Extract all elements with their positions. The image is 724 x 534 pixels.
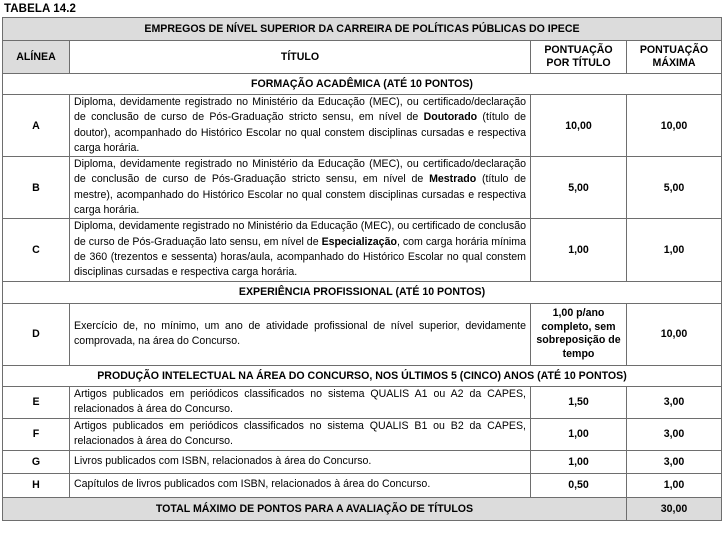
maxima-cell: 5,00: [627, 157, 722, 219]
section-row: [3, 281, 722, 303]
description-text: (título de mestre), acompanhado do Histórico Escolar no qual constem disciplinas cursadas e respectiva carga horária.: [74, 173, 527, 217]
description-text: Artigos publicados em periódicos classificados no sistema QUALIS B1 ou B2 da CAPES, relacionados à área do Concurso.: [74, 419, 526, 448]
header-alinea: ALÍNEA: [3, 41, 70, 74]
description-text: Diploma, devidamente registrado no Ministério da Educação (MEC), ou certificado de conclusão de curso de Pós-Graduação lato sensu, em nível de: [74, 220, 526, 248]
header-pontuacao-maxima: PONTUAÇÃO MÁXIMA: [627, 41, 722, 74]
description-text: Exercício de, no mínimo, um ano de atividade profissional de nível superior, devidamente comprovada, na área do Concurso.: [74, 319, 526, 348]
table-row: [3, 157, 722, 219]
description-cell: [70, 219, 531, 281]
description-bold: Doutorado: [423, 111, 478, 124]
description-text: (título de doutor), acompanhado do Histórico Escolar no qual constem disciplinas cursadas e respectiva carga horária.: [74, 111, 526, 154]
pontuacao-cell: 1,00: [531, 450, 627, 473]
pontuacao-cell: 1,00 p/ano completo, sem sobreposição de tempo: [531, 303, 627, 365]
header-titulo: TÍTULO: [70, 41, 531, 74]
description-text: Diploma, devidamente registrado no Ministério da Educação (MEC), ou certificado/declaração de conclusão de curso de Pós-Graduação stricto sensu, em nível de: [74, 96, 526, 124]
pontuacao-cell: 5,00: [531, 157, 627, 219]
alinea-cell: A: [3, 95, 70, 157]
alinea-cell: C: [3, 219, 70, 281]
table-row: [3, 219, 722, 281]
description-cell: [70, 303, 531, 365]
section-row: [3, 74, 722, 95]
maxima-cell: 3,00: [627, 386, 722, 418]
maxima-cell: 1,00: [627, 219, 722, 281]
description-cell: [70, 450, 531, 473]
description-cell: [70, 157, 531, 219]
maxima-cell: 1,00: [627, 473, 722, 497]
section-row: [3, 365, 722, 386]
total-label: TOTAL MÁXIMO DE PONTOS PARA A AVALIAÇÃO DE TÍTULOS: [3, 497, 627, 520]
section-title: EXPERIÊNCIA PROFISSIONAL (ATÉ 10 PONTOS): [3, 281, 722, 303]
maxima-cell: 10,00: [627, 95, 722, 157]
table-row: [3, 473, 722, 497]
section-title: PRODUÇÃO INTELECTUAL NA ÁREA DO CONCURSO, NOS ÚLTIMOS 5 (CINCO) ANOS (ATÉ 10 PONTOS): [3, 365, 722, 386]
pontuacao-cell: 1,50: [531, 386, 627, 418]
table-row: [3, 303, 722, 365]
table-row: [3, 450, 722, 473]
scoring-table: [2, 17, 722, 521]
maxima-cell: 10,00: [627, 303, 722, 365]
description-text: Capítulos de livros publicados com ISBN, relacionados à área do Concurso.: [74, 478, 431, 491]
maxima-cell: 3,00: [627, 450, 722, 473]
alinea-cell: G: [3, 450, 70, 473]
description-text: Livros publicados com ISBN, relacionados à área do Concurso.: [74, 454, 372, 467]
table-row: [3, 418, 722, 450]
description-cell: [70, 95, 531, 157]
alinea-cell: E: [3, 386, 70, 418]
table-label: TABELA 14.2: [4, 3, 77, 15]
description-cell: [70, 418, 531, 450]
pontuacao-cell: 10,00: [531, 95, 627, 157]
description-cell: [70, 473, 531, 497]
table-row: [3, 95, 722, 157]
table-title: EMPREGOS DE NÍVEL SUPERIOR DA CARREIRA DE POLÍTICAS PÚBLICAS DO IPECE: [3, 18, 722, 41]
maxima-cell: 3,00: [627, 418, 722, 450]
header-pontuacao-titulo: PONTUAÇÃO POR TÍTULO: [531, 41, 627, 74]
table-title-row: [3, 18, 722, 41]
description-cell: [70, 386, 531, 418]
alinea-cell: B: [3, 157, 70, 219]
pontuacao-cell: 1,00: [531, 219, 627, 281]
total-row: [3, 497, 722, 520]
section-title: FORMAÇÃO ACADÊMICA (ATÉ 10 PONTOS): [3, 74, 722, 95]
alinea-cell: D: [3, 303, 70, 365]
alinea-cell: H: [3, 473, 70, 497]
pontuacao-cell: 1,00: [531, 418, 627, 450]
description-text: Artigos publicados em periódicos classificados no sistema QUALIS A1 ou A2 da CAPES, relacionados à área do Concurso.: [74, 387, 526, 416]
description-text: , com carga horária mínima de 360 (trezentos e sessenta) horas/aula, acompanhado do Histórico Escolar no qual constem disciplinas cursadas e respectiva carga horária.: [74, 235, 526, 279]
description-text: Diploma, devidamente registrado no Ministério da Educação (MEC), ou certificado/declaração de conclusão de curso de Pós-Graduação stricto sensu, em nível de: [74, 158, 526, 186]
alinea-cell: F: [3, 418, 70, 450]
description-bold: Especialização: [321, 235, 397, 248]
pontuacao-cell: 0,50: [531, 473, 627, 497]
header-row: [3, 41, 722, 74]
total-value: 30,00: [627, 497, 722, 520]
description-bold: Mestrado: [429, 173, 477, 186]
table-row: [3, 386, 722, 418]
